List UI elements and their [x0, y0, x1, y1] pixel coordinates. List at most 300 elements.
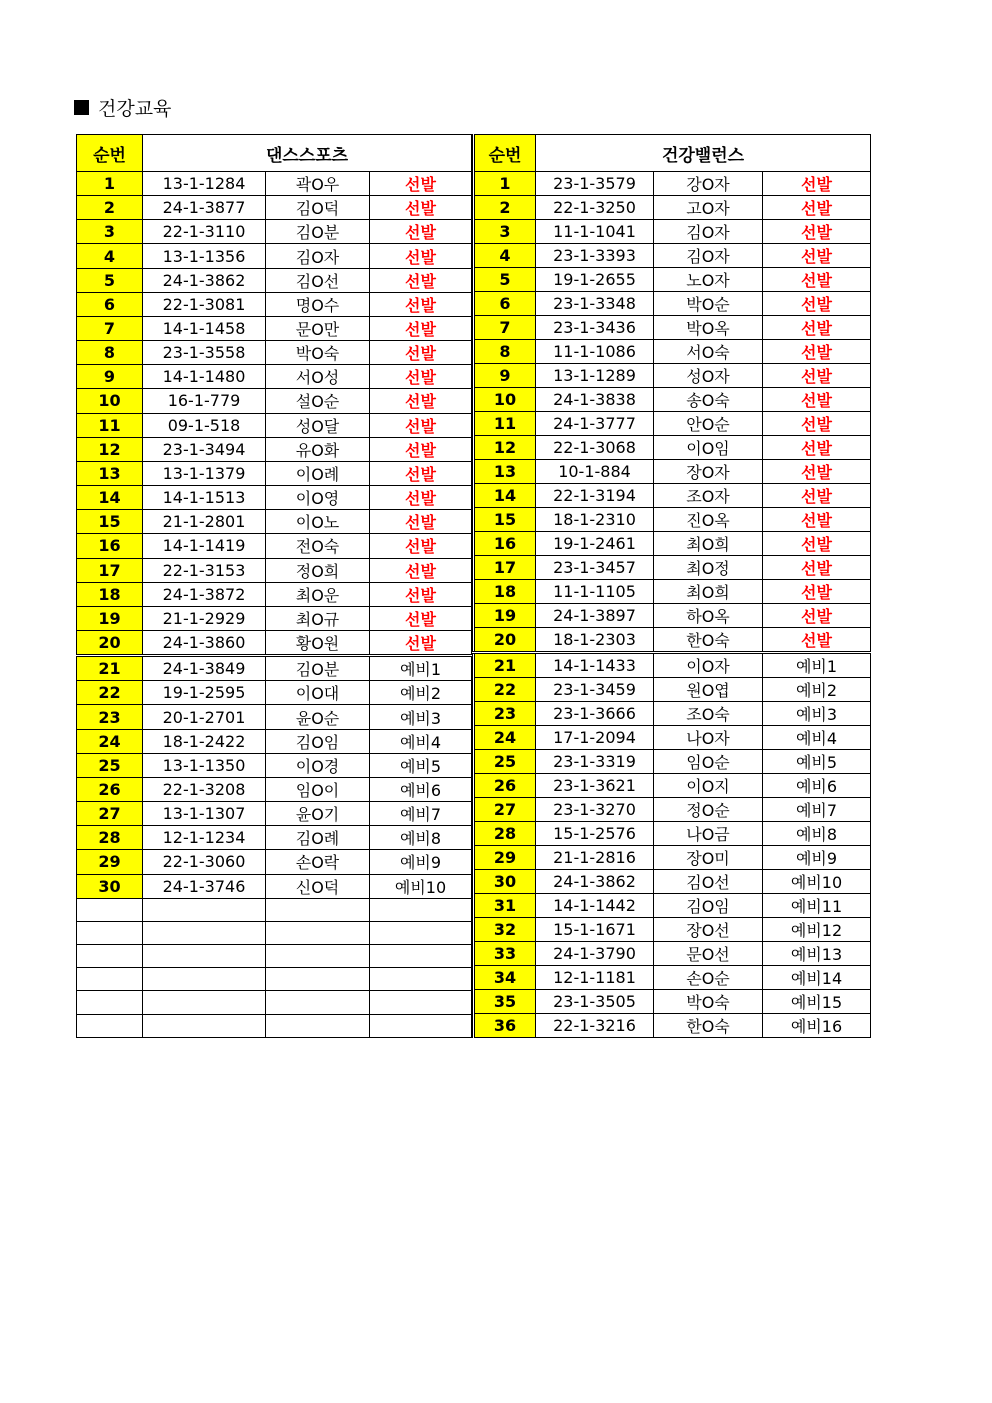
member-id: 22-1-3194	[536, 484, 654, 508]
table-row	[474, 220, 871, 244]
row-number: 10	[77, 389, 143, 413]
selection-tables	[76, 134, 871, 1038]
selection-status	[370, 921, 472, 944]
table-row	[77, 630, 472, 655]
member-id: 15-1-1671	[536, 918, 654, 942]
member-id: 24-1-3790	[536, 942, 654, 966]
member-id: 14-1-1419	[143, 534, 266, 558]
table-row	[474, 196, 871, 220]
member-id: 23-1-3270	[536, 798, 654, 822]
selection-status: 예비7	[370, 802, 472, 826]
selection-status: 예비12	[763, 918, 871, 942]
table-row	[474, 460, 871, 484]
member-id: 18-1-2422	[143, 729, 266, 753]
row-number: 5	[474, 268, 536, 292]
selection-status: 선발	[370, 461, 472, 485]
row-number: 19	[77, 606, 143, 630]
row-number	[77, 898, 143, 921]
member-name: 나O금	[654, 822, 763, 846]
row-number	[77, 921, 143, 944]
selection-status	[370, 991, 472, 1014]
row-number: 18	[474, 580, 536, 604]
row-number: 28	[474, 822, 536, 846]
row-number: 24	[474, 726, 536, 750]
row-number	[77, 991, 143, 1014]
row-number: 15	[77, 510, 143, 534]
row-number: 29	[77, 850, 143, 874]
row-number: 19	[474, 604, 536, 628]
member-id: 13-1-1379	[143, 461, 266, 485]
member-name: 곽O우	[266, 172, 370, 196]
member-id: 16-1-779	[143, 389, 266, 413]
member-id: 24-1-3877	[143, 196, 266, 220]
member-id: 23-1-3348	[536, 292, 654, 316]
member-id: 24-1-3872	[143, 582, 266, 606]
member-name: 성O달	[266, 413, 370, 437]
member-id: 09-1-518	[143, 413, 266, 437]
table-row	[474, 822, 871, 846]
table-row	[474, 412, 871, 436]
member-id: 23-1-3494	[143, 437, 266, 461]
program-header: 건강밸런스	[536, 135, 871, 172]
table-row	[474, 340, 871, 364]
row-number: 23	[77, 705, 143, 729]
table-row	[474, 628, 871, 653]
member-id: 13-1-1350	[143, 753, 266, 777]
row-number: 22	[474, 678, 536, 702]
table-row	[77, 365, 472, 389]
table-row	[77, 389, 472, 413]
selection-status	[370, 1014, 472, 1038]
member-id	[143, 898, 266, 921]
selection-status: 선발	[370, 292, 472, 316]
selection-status: 선발	[763, 172, 871, 196]
member-id: 14-1-1513	[143, 486, 266, 510]
selection-status: 선발	[370, 341, 472, 365]
row-number: 25	[77, 753, 143, 777]
selection-status: 선발	[370, 172, 472, 196]
health-balance-table	[472, 134, 871, 1038]
member-id: 19-1-2461	[536, 532, 654, 556]
row-number: 7	[474, 316, 536, 340]
row-number: 12	[77, 437, 143, 461]
member-id: 21-1-2929	[143, 606, 266, 630]
selection-status: 예비1	[370, 656, 472, 681]
table-row	[474, 870, 871, 894]
selection-status: 예비3	[370, 705, 472, 729]
member-name: 명O수	[266, 292, 370, 316]
member-name	[266, 898, 370, 921]
member-name: 성O자	[654, 364, 763, 388]
selection-status: 예비10	[763, 870, 871, 894]
row-number: 14	[474, 484, 536, 508]
member-name: 이O지	[654, 774, 763, 798]
row-number: 26	[474, 774, 536, 798]
selection-status: 선발	[370, 244, 472, 268]
member-id: 24-1-3862	[143, 268, 266, 292]
row-number: 15	[474, 508, 536, 532]
member-id: 22-1-3110	[143, 220, 266, 244]
selection-status: 예비5	[763, 750, 871, 774]
member-name: 조O자	[654, 484, 763, 508]
member-id: 23-1-3393	[536, 244, 654, 268]
selection-status: 선발	[763, 580, 871, 604]
table-row	[77, 753, 472, 777]
table-row	[77, 656, 472, 681]
selection-status	[370, 968, 472, 991]
row-number: 14	[77, 486, 143, 510]
selection-status: 예비11	[763, 894, 871, 918]
table-row	[474, 388, 871, 412]
table-row	[77, 945, 472, 968]
member-name: 한O숙	[654, 1014, 763, 1038]
row-number	[77, 1014, 143, 1038]
table-row	[474, 316, 871, 340]
member-id: 23-1-3459	[536, 678, 654, 702]
selection-status: 선발	[370, 437, 472, 461]
member-id: 23-1-3457	[536, 556, 654, 580]
table-row	[77, 196, 472, 220]
row-number: 13	[77, 461, 143, 485]
member-id: 23-1-3558	[143, 341, 266, 365]
row-number	[77, 968, 143, 991]
square-bullet-icon	[74, 100, 89, 115]
member-name: 이O영	[266, 486, 370, 510]
table-row	[77, 777, 472, 801]
table-row	[77, 172, 472, 196]
member-name: 고O자	[654, 196, 763, 220]
selection-status: 선발	[370, 268, 472, 292]
table-row	[77, 292, 472, 316]
member-id: 23-1-3505	[536, 990, 654, 1014]
member-id	[143, 921, 266, 944]
row-number: 36	[474, 1014, 536, 1038]
table-row	[77, 874, 472, 898]
table-row	[77, 341, 472, 365]
member-id: 12-1-1234	[143, 826, 266, 850]
row-number: 11	[474, 412, 536, 436]
member-id: 19-1-2595	[143, 681, 266, 705]
member-name: 김O례	[266, 826, 370, 850]
row-number: 7	[77, 316, 143, 340]
member-name: 박O숙	[654, 990, 763, 1014]
table-row	[474, 966, 871, 990]
table-row	[77, 437, 472, 461]
row-number: 6	[474, 292, 536, 316]
member-name: 이O경	[266, 753, 370, 777]
table-row	[77, 558, 472, 582]
row-number: 8	[474, 340, 536, 364]
table-row	[77, 1014, 472, 1038]
member-name: 하O옥	[654, 604, 763, 628]
table-row	[474, 702, 871, 726]
member-name: 임O이	[266, 777, 370, 801]
selection-status: 예비9	[370, 850, 472, 874]
member-id: 17-1-2094	[536, 726, 654, 750]
member-id: 23-1-3319	[536, 750, 654, 774]
row-number: 23	[474, 702, 536, 726]
member-name: 윤O기	[266, 802, 370, 826]
table-row	[77, 582, 472, 606]
member-name: 이O자	[654, 653, 763, 678]
member-name: 임O순	[654, 750, 763, 774]
row-number: 2	[474, 196, 536, 220]
selection-status: 선발	[763, 484, 871, 508]
section-title	[74, 94, 171, 121]
table-row	[77, 826, 472, 850]
row-number: 34	[474, 966, 536, 990]
member-name: 김O자	[266, 244, 370, 268]
member-name: 최O희	[654, 532, 763, 556]
row-number: 24	[77, 729, 143, 753]
member-id: 23-1-3579	[536, 172, 654, 196]
row-number	[77, 945, 143, 968]
selection-status: 선발	[763, 460, 871, 484]
member-name: 조O숙	[654, 702, 763, 726]
selection-status: 예비4	[370, 729, 472, 753]
selection-status: 선발	[370, 316, 472, 340]
member-name: 김O자	[654, 244, 763, 268]
selection-status: 예비16	[763, 1014, 871, 1038]
member-id: 12-1-1181	[536, 966, 654, 990]
table-row	[474, 508, 871, 532]
member-name: 한O숙	[654, 628, 763, 653]
member-id: 21-1-2801	[143, 510, 266, 534]
member-name: 박O숙	[266, 341, 370, 365]
member-id	[143, 968, 266, 991]
member-name: 정O순	[654, 798, 763, 822]
selection-status: 예비8	[763, 822, 871, 846]
table-row	[77, 220, 472, 244]
member-name: 손O순	[654, 966, 763, 990]
selection-status	[370, 898, 472, 921]
selection-status: 선발	[370, 365, 472, 389]
member-name: 황O원	[266, 630, 370, 655]
table-row	[474, 653, 871, 678]
table-row	[474, 292, 871, 316]
table-row	[474, 604, 871, 628]
table-row	[77, 244, 472, 268]
member-id: 11-1-1086	[536, 340, 654, 364]
selection-status: 선발	[763, 412, 871, 436]
member-id: 24-1-3897	[536, 604, 654, 628]
member-id: 23-1-3666	[536, 702, 654, 726]
member-id: 24-1-3849	[143, 656, 266, 681]
table-row	[474, 678, 871, 702]
row-number: 30	[474, 870, 536, 894]
row-number: 9	[77, 365, 143, 389]
member-name: 서O숙	[654, 340, 763, 364]
member-id: 19-1-2655	[536, 268, 654, 292]
table-row	[77, 921, 472, 944]
member-id	[143, 945, 266, 968]
selection-status: 예비8	[370, 826, 472, 850]
selection-status: 선발	[370, 582, 472, 606]
selection-status: 선발	[763, 532, 871, 556]
selection-status: 예비13	[763, 942, 871, 966]
row-number: 2	[77, 196, 143, 220]
selection-status: 선발	[763, 316, 871, 340]
member-id: 18-1-2303	[536, 628, 654, 653]
member-id: 14-1-1442	[536, 894, 654, 918]
selection-status: 선발	[763, 244, 871, 268]
member-name: 이O례	[266, 461, 370, 485]
member-name: 문O만	[266, 316, 370, 340]
selection-status: 예비6	[370, 777, 472, 801]
row-number: 29	[474, 846, 536, 870]
member-name: 이O임	[654, 436, 763, 460]
member-name	[266, 991, 370, 1014]
member-id: 14-1-1433	[536, 653, 654, 678]
member-name: 장O선	[654, 918, 763, 942]
selection-status: 예비15	[763, 990, 871, 1014]
table-row	[474, 268, 871, 292]
table-row	[77, 968, 472, 991]
member-name: 이O노	[266, 510, 370, 534]
row-number: 3	[474, 220, 536, 244]
selection-status: 선발	[370, 558, 472, 582]
table-row	[474, 1014, 871, 1038]
selection-status: 예비1	[763, 653, 871, 678]
member-id: 22-1-3068	[536, 436, 654, 460]
selection-status: 선발	[763, 628, 871, 653]
row-number: 13	[474, 460, 536, 484]
selection-status	[370, 945, 472, 968]
selection-status: 선발	[763, 220, 871, 244]
row-number: 1	[474, 172, 536, 196]
member-id: 24-1-3777	[536, 412, 654, 436]
row-number: 8	[77, 341, 143, 365]
selection-status: 선발	[370, 630, 472, 655]
member-id: 22-1-3081	[143, 292, 266, 316]
selection-status: 선발	[763, 340, 871, 364]
member-name: 노O자	[654, 268, 763, 292]
member-name	[266, 921, 370, 944]
member-id: 21-1-2816	[536, 846, 654, 870]
selection-status: 예비10	[370, 874, 472, 898]
selection-status: 선발	[370, 220, 472, 244]
member-id: 22-1-3208	[143, 777, 266, 801]
member-id: 10-1-884	[536, 460, 654, 484]
table-row	[77, 413, 472, 437]
selection-status: 선발	[763, 364, 871, 388]
member-name: 박O순	[654, 292, 763, 316]
selection-status: 예비3	[763, 702, 871, 726]
table-row	[474, 798, 871, 822]
row-number: 18	[77, 582, 143, 606]
row-number: 11	[77, 413, 143, 437]
row-number: 35	[474, 990, 536, 1014]
member-name: 안O순	[654, 412, 763, 436]
table-row	[474, 172, 871, 196]
member-name: 김O자	[654, 220, 763, 244]
row-number: 16	[474, 532, 536, 556]
table-row	[474, 846, 871, 870]
selection-status: 선발	[763, 292, 871, 316]
row-number: 17	[77, 558, 143, 582]
member-name: 최O정	[654, 556, 763, 580]
row-number: 21	[474, 653, 536, 678]
member-id: 13-1-1289	[536, 364, 654, 388]
selection-status: 예비5	[370, 753, 472, 777]
member-name: 원O엽	[654, 678, 763, 702]
member-id: 13-1-1284	[143, 172, 266, 196]
member-id: 24-1-3860	[143, 630, 266, 655]
row-number: 33	[474, 942, 536, 966]
selection-status: 선발	[763, 388, 871, 412]
selection-status: 선발	[370, 389, 472, 413]
row-number: 20	[474, 628, 536, 653]
table-row	[474, 774, 871, 798]
selection-status: 선발	[763, 556, 871, 580]
table-row	[77, 268, 472, 292]
member-id: 13-1-1356	[143, 244, 266, 268]
row-number: 12	[474, 436, 536, 460]
table-row	[77, 510, 472, 534]
selection-status: 예비14	[763, 966, 871, 990]
row-number: 25	[474, 750, 536, 774]
selection-status: 선발	[763, 268, 871, 292]
member-name: 신O덕	[266, 874, 370, 898]
member-id: 22-1-3060	[143, 850, 266, 874]
member-name: 서O성	[266, 365, 370, 389]
row-number: 20	[77, 630, 143, 655]
member-name: 진O옥	[654, 508, 763, 532]
member-name: 문O선	[654, 942, 763, 966]
table-row	[77, 802, 472, 826]
member-name: 김O분	[266, 656, 370, 681]
row-number: 30	[77, 874, 143, 898]
selection-status: 선발	[763, 196, 871, 220]
table-row	[77, 729, 472, 753]
table-row	[77, 534, 472, 558]
member-name: 손O락	[266, 850, 370, 874]
table-row	[77, 486, 472, 510]
table-row	[474, 364, 871, 388]
member-name: 김O덕	[266, 196, 370, 220]
member-id: 11-1-1105	[536, 580, 654, 604]
table-row	[77, 705, 472, 729]
row-number: 21	[77, 656, 143, 681]
selection-status: 예비6	[763, 774, 871, 798]
row-number: 31	[474, 894, 536, 918]
member-id: 23-1-3436	[536, 316, 654, 340]
row-number: 22	[77, 681, 143, 705]
member-name: 전O숙	[266, 534, 370, 558]
selection-status: 선발	[763, 604, 871, 628]
member-name: 김O임	[654, 894, 763, 918]
table-row	[77, 606, 472, 630]
table-row	[77, 681, 472, 705]
member-id	[143, 1014, 266, 1038]
member-id: 22-1-3153	[143, 558, 266, 582]
section-title-text: 건강교육	[98, 98, 172, 120]
table-row	[474, 436, 871, 460]
row-number: 5	[77, 268, 143, 292]
member-name: 송O숙	[654, 388, 763, 412]
table-row	[474, 484, 871, 508]
selection-status: 선발	[370, 413, 472, 437]
member-name: 유O화	[266, 437, 370, 461]
selection-status: 선발	[370, 196, 472, 220]
row-number: 26	[77, 777, 143, 801]
member-name: 정O희	[266, 558, 370, 582]
row-number: 9	[474, 364, 536, 388]
table-row	[474, 894, 871, 918]
member-name: 김O임	[266, 729, 370, 753]
member-name: 장O자	[654, 460, 763, 484]
table-row	[77, 898, 472, 921]
